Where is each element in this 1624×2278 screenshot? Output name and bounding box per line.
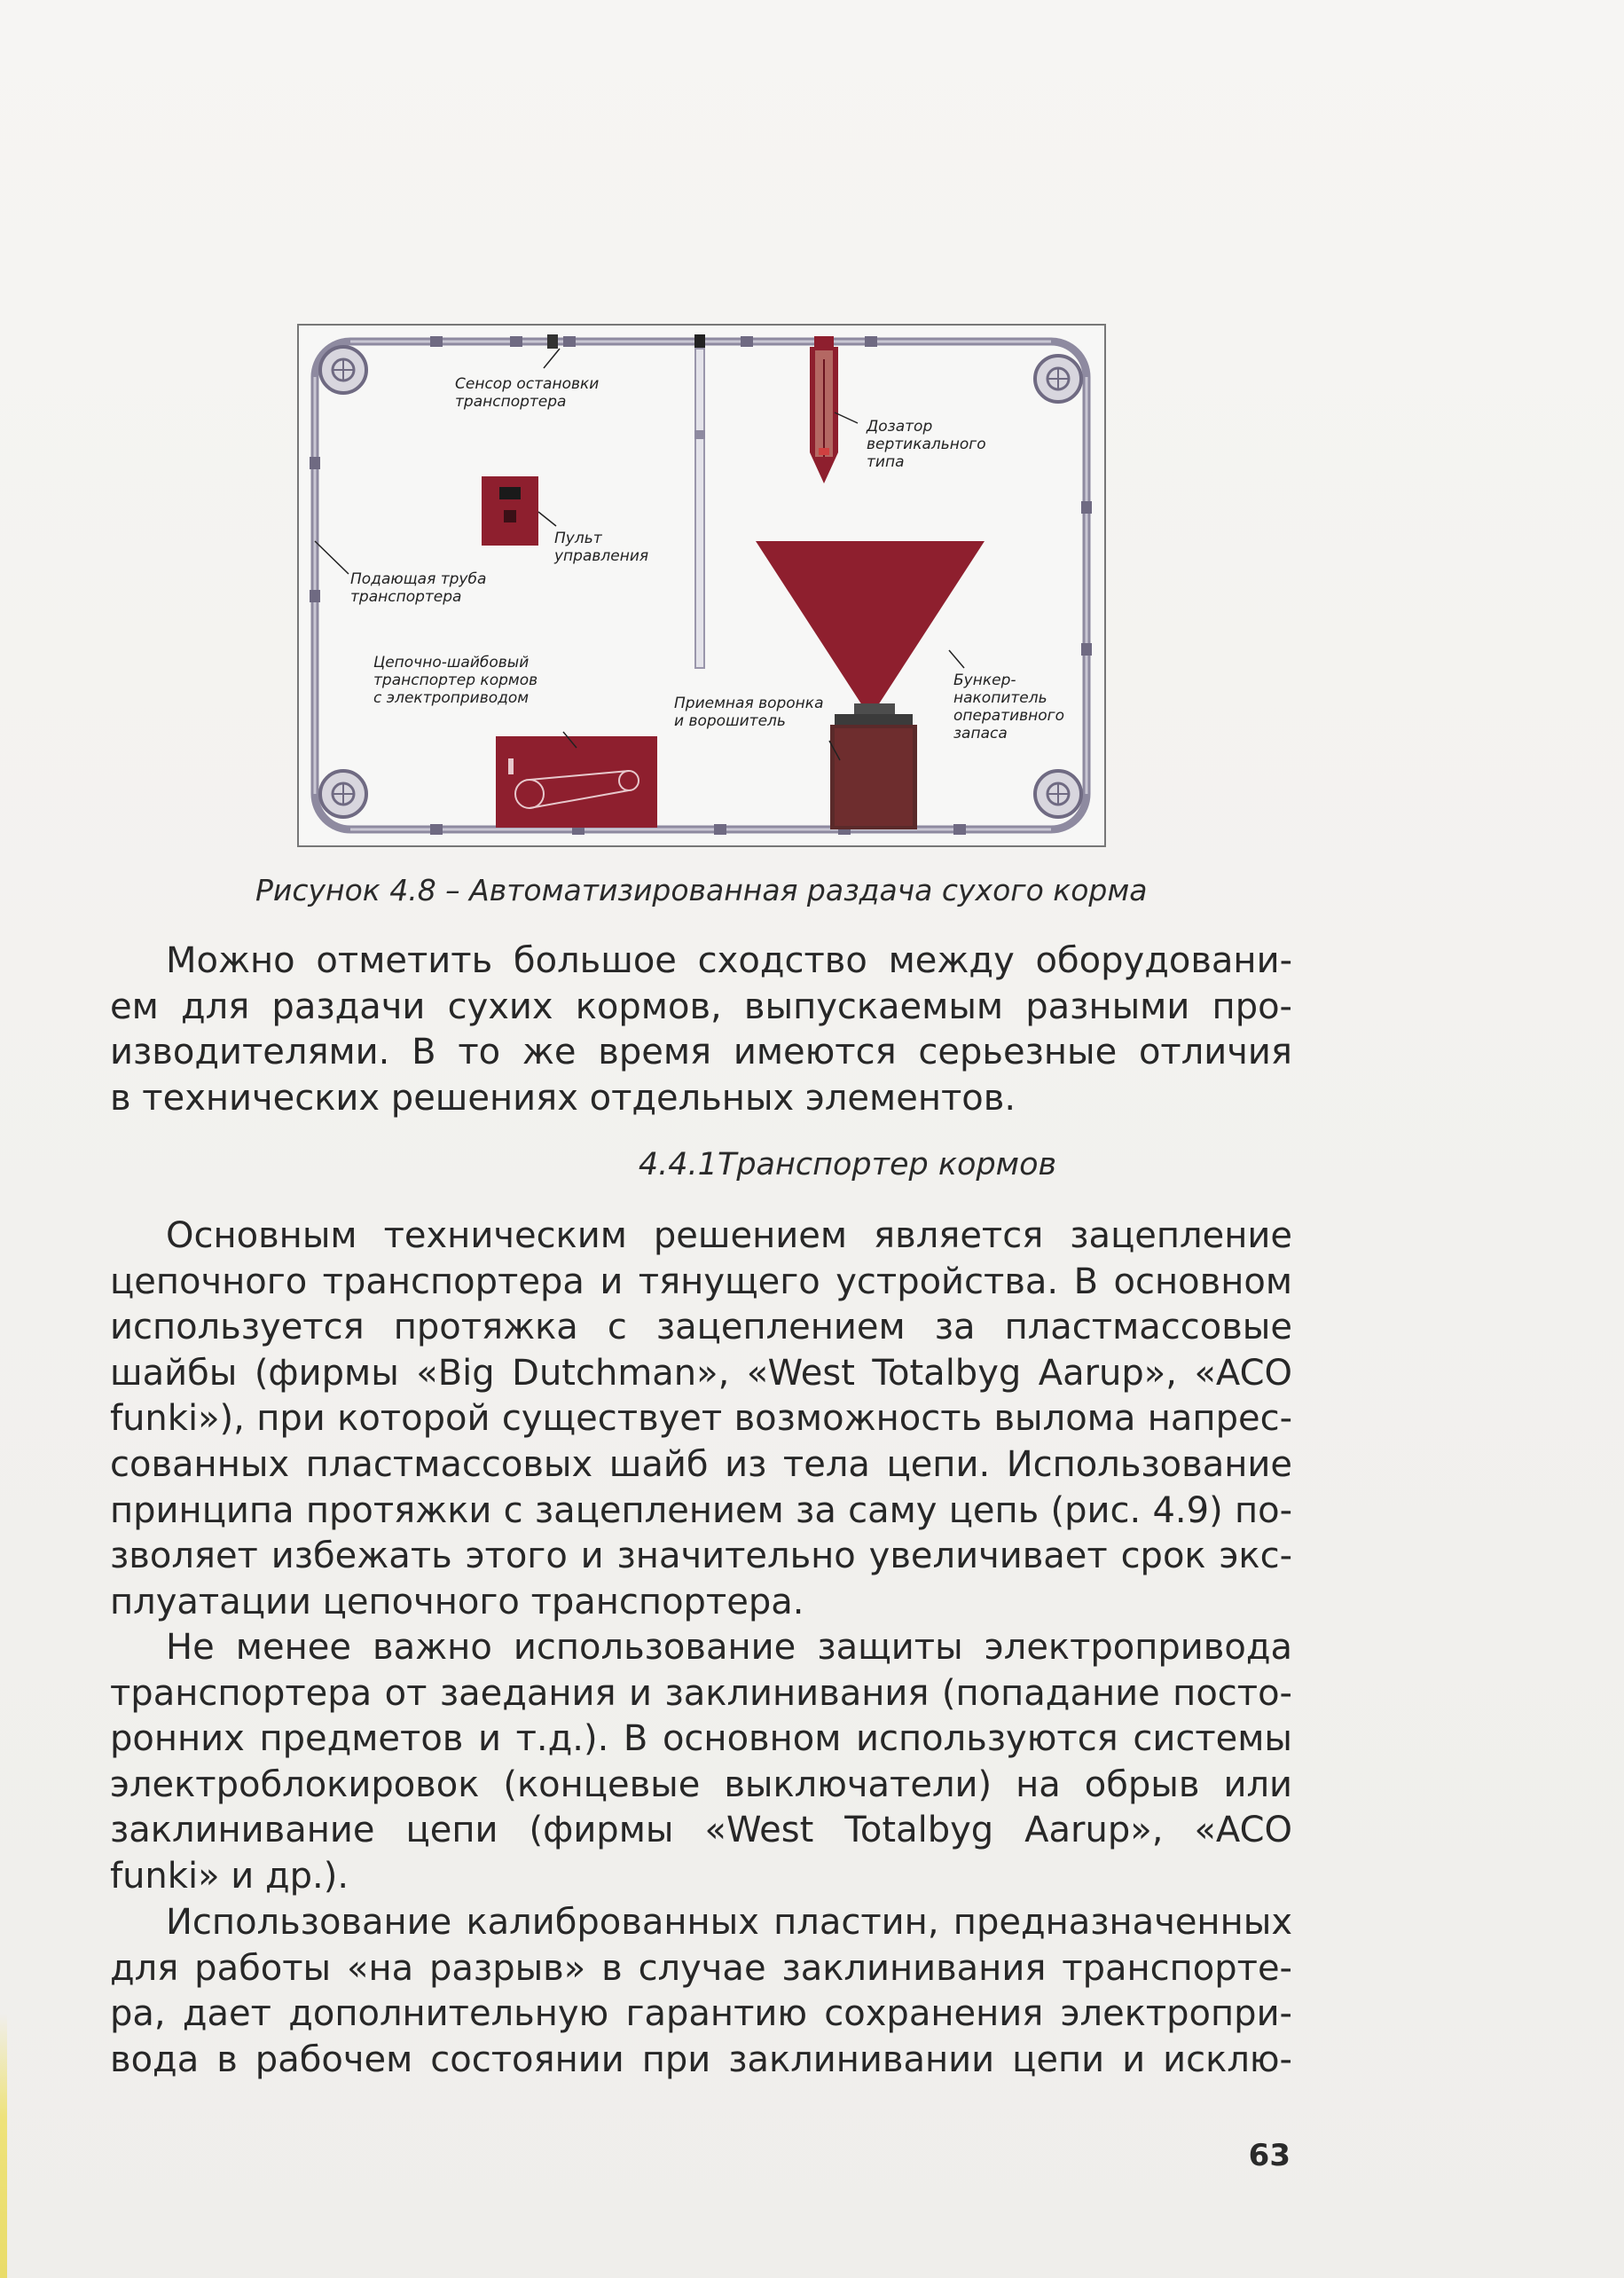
text-line: ра, дает дополнительную гарантию сохранения электропри-: [110, 1993, 1292, 2035]
text-line: цепочного транспортера и тянущего устройства. В основном: [110, 1261, 1292, 1302]
label-funnel: Приемная воронка и ворошитель: [674, 695, 824, 730]
conveyor-drive: [496, 736, 657, 828]
label-feed-pipe: Подающая труба транспортера: [350, 570, 487, 606]
text-line: ем для раздачи сухих кормов, выпускаемым разными про-: [110, 986, 1292, 1027]
text-line: Можно отметить большое сходство между оборудовани-: [166, 940, 1292, 981]
paragraph-2: [110, 1214, 1292, 1625]
section-heading: 4.4.1Транспортер кормов: [638, 1147, 1057, 1182]
text-line: Не менее важно использование защиты электропривода: [166, 1627, 1292, 1668]
text-line: заклинивание цепи (фирмы «West Totalbyg Aarup», «ACO: [110, 1810, 1292, 1851]
text-line: funki»), при которой существует возможность вылома напрес-: [110, 1398, 1292, 1440]
text-line: сованных пластмассовых шайб из тела цепи. Использование: [110, 1443, 1292, 1485]
text-line: шайбы (фирмы «Big Dutchman», «West Totalbyg Aarup», «ACO: [110, 1352, 1292, 1394]
text-line: принципа протяжки с зацеплением за саму цепь (рис. 4.9) по-: [110, 1489, 1292, 1531]
paragraph-4: [110, 1900, 1292, 2083]
text-line: Основным техническим решением является зацепление: [166, 1215, 1292, 1256]
paragraph-1: [110, 939, 1292, 1121]
label-bunker: Бункер- накопитель оперативного запаса: [953, 672, 1065, 742]
label-doser: Дозатор вертикального типа: [867, 418, 986, 471]
page-edge-highlight: [0, 2014, 7, 2278]
text-line: зволяет избежать этого и значительно увеличивает срок экс-: [110, 1536, 1292, 1577]
text-line: плуатации цепочного транспортера.: [110, 1581, 804, 1622]
text-line: транспортера от заедания и заклинивания (попадание посто-: [110, 1672, 1292, 1714]
text-line: используется протяжка с зацеплением за пластмассовые: [110, 1307, 1292, 1348]
label-conveyor: Цепочно-шайбовый транспортер кормов с электроприводом: [373, 654, 538, 707]
text-line: вода в рабочем состоянии при заклинивании цепи и исклю-: [110, 2038, 1292, 2080]
control-panel: [482, 476, 538, 546]
text-line: в технических решениях отдельных элементов.: [110, 1077, 1016, 1119]
vertical-doser: [810, 336, 838, 483]
figure-caption: Рисунок 4.8 – Автоматизированная раздача сухого корма: [255, 873, 1148, 907]
vertical-feed-pipe: [694, 349, 705, 668]
figure-dry-feed-system: [297, 324, 1106, 847]
page-number: 63: [1248, 2138, 1291, 2173]
text-line: Использование калиброванных пластин, предназначенных: [166, 1902, 1292, 1943]
text-line: ронних предметов и т.д.). В основном используются системы: [110, 1718, 1292, 1760]
text-line: электроблокировок (концевые выключатели) на обрыв или: [110, 1763, 1292, 1805]
label-sensor: Сенсор остановки транспортера: [455, 375, 600, 411]
text-line: изводителями. В то же время имеются серьезные отличия: [110, 1032, 1292, 1073]
text-line: для работы «на разрыв» в случае заклинивания транспорте-: [110, 1947, 1292, 1989]
paragraph-3: [110, 1625, 1292, 1900]
label-control-panel: Пульт управления: [554, 530, 649, 565]
text-line: funki» и др.).: [110, 1855, 349, 1897]
